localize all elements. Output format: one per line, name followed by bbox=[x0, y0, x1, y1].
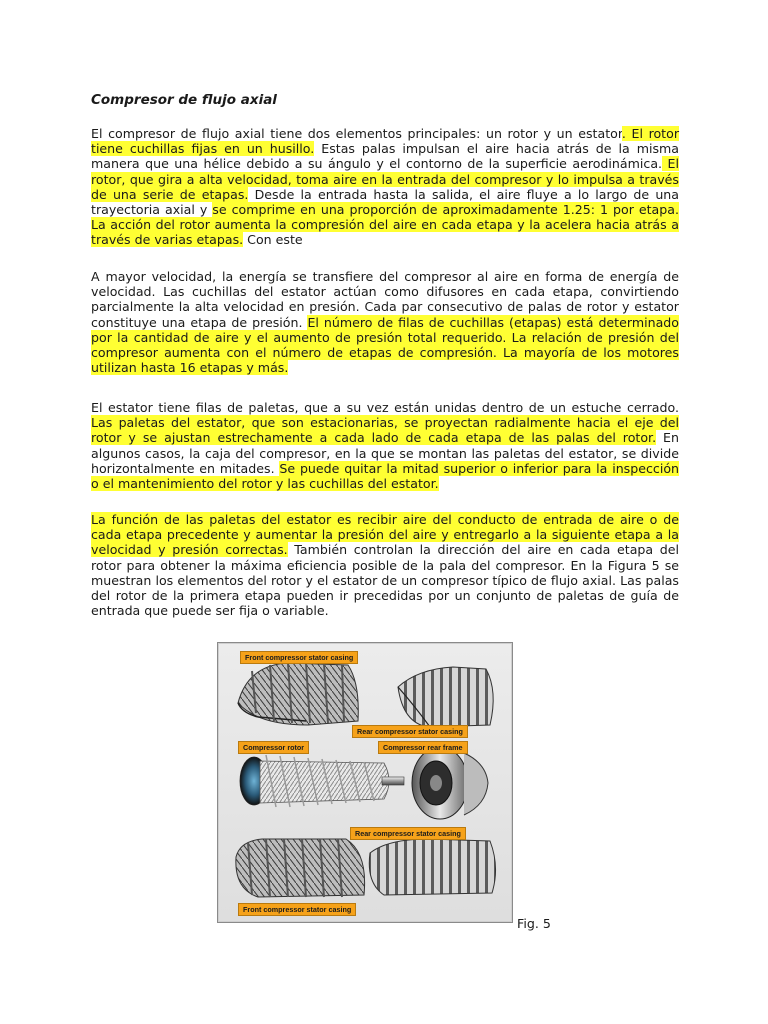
figure-caption: Fig. 5 bbox=[517, 916, 551, 931]
label-rear-stator-top: Rear compressor stator casing bbox=[352, 725, 468, 738]
paragraph-segment: El estator tiene filas de paletas, que a su vez están unidas dentro de un estuche cerrado. bbox=[91, 400, 679, 415]
compressor-illustration bbox=[218, 643, 512, 922]
label-front-stator-bottom: Front compressor stator casing bbox=[238, 903, 356, 916]
rear-stator-casing-top bbox=[398, 667, 493, 727]
label-compressor-rotor: Compressor rotor bbox=[238, 741, 309, 754]
paragraph-2 bbox=[91, 269, 679, 375]
label-compressor-rear-frame: Compressor rear frame bbox=[378, 741, 468, 754]
paragraph-segment: Desde la entrada hasta la salida, el aire fluye a lo largo de una trayectoria axial y bbox=[91, 186, 680, 218]
paragraph-4 bbox=[91, 512, 679, 618]
highlighted-segment: se comprime en una proporción de aproximadamente 1.25: 1 por etapa. La acción del rotor aumenta la compresión del aire en cada etapa y la acelera hacia atrás a través de varias etapas. bbox=[91, 202, 679, 248]
front-stator-casing-top bbox=[238, 663, 358, 725]
highlighted-segment: El rotor, que gira a alta velocidad, toma aire en la entrada del compresor y lo impulsa a través de una serie de etapas. bbox=[91, 156, 679, 202]
label-front-stator-top: Front compressor stator casing bbox=[240, 651, 358, 664]
paragraph-segment: Con este bbox=[243, 232, 303, 248]
compressor-rotor bbox=[240, 755, 404, 807]
compressor-figure bbox=[217, 642, 513, 923]
label-rear-stator-bottom: Rear compressor stator casing bbox=[350, 827, 466, 840]
highlighted-segment: Se puede quitar la mitad superior o inferior para la inspección o el mantenimiento del rotor y las cuchillas del estator. bbox=[91, 460, 680, 492]
paragraph-segment: A mayor velocidad, la energía se transfiere del compresor al aire en forma de energía de velocidad. Las cuchillas del estator actúan como difusores en cada etapa, convirtiendo parcialmente la alta velocidad en presión. Cada par consecutivo de palas de rotor y estator constituye una etapa de presión. bbox=[91, 269, 679, 330]
paragraph-segment: También controlan la dirección del aire en cada etapa del rotor para obtener la máxima eficiencia posible de la pala del compresor. En la Figura 5 se muestran los elementos del rotor y el estator de un compresor típico de flujo axial. Las palas del rotor de la primera etapa pueden ir precedidas por un conjunto de paletas de guía de entrada que puede ser fija o variable. bbox=[91, 542, 680, 619]
highlighted-segment: Las paletas del estator, que son estacionarias, se proyectan radialmente hacia el eje del rotor y se ajustan estrechamente a cada lado de cada etapa de las palas del rotor. bbox=[91, 415, 679, 446]
paragraph-segment: En algunos casos, la caja del compresor, en la que se montan las paletas del estator, se divide horizontalmente en mitades. bbox=[91, 430, 679, 476]
front-stator-casing-bottom bbox=[236, 839, 365, 897]
paragraph-1 bbox=[91, 126, 679, 248]
paragraph-3 bbox=[91, 400, 679, 491]
rear-stator-casing-bottom bbox=[369, 839, 495, 895]
compressor-rear-frame bbox=[412, 747, 488, 819]
highlighted-segment: El número de filas de cuchillas (etapas) está determinado por la cantidad de aire y el aumento de presión total requerido. La relación de presión del compresor aumenta con el número de etapas de compresión. La mayoría de los motores utilizan hasta 16 etapas y más. bbox=[91, 314, 679, 376]
highlighted-segment: La función de las paletas del estator es recibir aire del conducto de entrada de aire o de cada etapa precedente y aumentar la presión del aire y entregarlo a la siguiente etapa a la velocidad y presión correctas. bbox=[91, 512, 679, 558]
document-title: Compresor de flujo axial bbox=[91, 92, 277, 108]
highlighted-segment: . El rotor tiene cuchillas fijas en un husillo. bbox=[91, 126, 679, 157]
paragraph-segment: El compresor de flujo axial tiene dos elementos principales: un rotor y un estator bbox=[91, 126, 622, 141]
paragraph-segment: Estas palas impulsan el aire hacia atrás de la misma manera que una hélice debido a su ángulo y el contorno de la superficie aerodinámica. bbox=[91, 141, 680, 172]
